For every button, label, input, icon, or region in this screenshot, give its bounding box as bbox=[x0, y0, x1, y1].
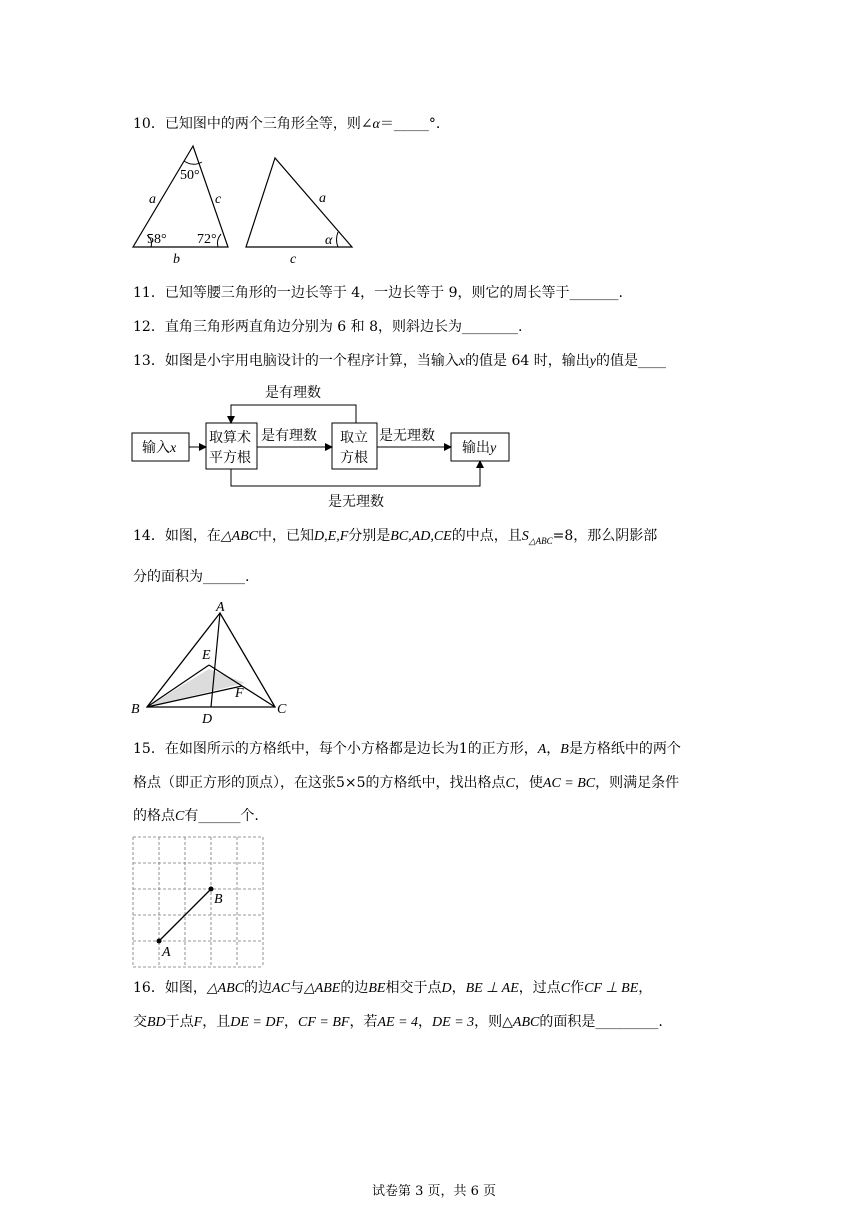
q16-line2b: 于点 bbox=[165, 1014, 194, 1030]
question-15-line2 bbox=[133, 773, 679, 794]
q14-part4: 的中点，且 bbox=[451, 528, 522, 544]
box-cube-line2: 方根 bbox=[340, 451, 368, 466]
question-15-line3 bbox=[133, 806, 259, 827]
q12-text: 12．直角三角形两直角边分别为 6 和 8，则斜边长为________. bbox=[133, 319, 523, 335]
q14-area: S bbox=[521, 529, 529, 544]
q16-eq3: AE = 4 bbox=[377, 1015, 419, 1030]
q14-area-val: =8 bbox=[552, 528, 574, 544]
q10-suffix: ＝_____°. bbox=[379, 116, 441, 132]
point-f: F bbox=[235, 686, 244, 701]
q16-line2f: ， bbox=[418, 1014, 433, 1030]
q15-b: B bbox=[560, 742, 569, 757]
box-input-label: 输入x bbox=[142, 441, 177, 456]
q10-alpha: α bbox=[372, 117, 380, 132]
q15-line2a: 格点（即正方形的顶点），在这张5×5的方格纸中，找出格点 bbox=[133, 775, 506, 791]
label-side-a-right: a bbox=[319, 191, 326, 206]
q13-x: x bbox=[458, 354, 466, 369]
page-footer: 试卷第 3 页，共 6 页 bbox=[371, 1184, 497, 1199]
q14-part5: ，那么阴影部 bbox=[573, 528, 658, 544]
box-cube-line1: 取立 bbox=[340, 431, 368, 446]
q16-abc: ABC bbox=[512, 1015, 540, 1030]
q16-eq2: CF = BF bbox=[298, 1015, 350, 1030]
question-15-line1 bbox=[133, 739, 681, 760]
label-irrational-bottom: 是无理数 bbox=[328, 495, 384, 510]
q15-line3b: 有______个. bbox=[184, 808, 259, 824]
grid-label-b: B bbox=[214, 892, 223, 907]
q13-part3: 的值是____ bbox=[595, 353, 666, 369]
q16-tri2: △ABE bbox=[303, 981, 341, 996]
question-13 bbox=[133, 351, 666, 372]
label-side-c-right: c bbox=[290, 252, 297, 267]
point-c: C bbox=[277, 702, 287, 717]
q16-line1d: 的边 bbox=[340, 980, 369, 996]
q14-part1: 14．如图，在 bbox=[133, 528, 221, 544]
point-b-dot bbox=[209, 887, 214, 892]
q15-c: C bbox=[505, 776, 515, 791]
q16-eq1: DE = DF bbox=[230, 1015, 285, 1030]
q14-area-sub: △ABC bbox=[528, 535, 553, 546]
question-12 bbox=[133, 317, 522, 337]
box-sqrt-line1: 取算术 bbox=[209, 431, 251, 446]
q15-line2c: ，则满足条件 bbox=[595, 775, 680, 791]
q16-line1i: ， bbox=[638, 980, 653, 996]
q15-c2: C bbox=[175, 809, 185, 824]
box-output-label: 输出y bbox=[462, 441, 497, 456]
q16-line1c: 与 bbox=[289, 980, 304, 996]
point-d: D bbox=[202, 712, 213, 727]
q14-pts: D,E,F bbox=[314, 529, 349, 544]
label-side-a-left: a bbox=[149, 192, 156, 207]
label-side-c-left: c bbox=[215, 192, 222, 207]
q16-line2g: ，则△ bbox=[474, 1014, 513, 1030]
triangle-right bbox=[246, 158, 352, 247]
q16-f: F bbox=[193, 1015, 203, 1030]
q16-line2c: ，且 bbox=[202, 1014, 231, 1030]
q15-a: A bbox=[537, 742, 547, 757]
q15-line3a: 的格点 bbox=[133, 808, 175, 824]
q16-line2d: ， bbox=[284, 1014, 299, 1030]
q16-line2a: 交 bbox=[133, 1014, 147, 1030]
q15-eq: AC = BC bbox=[542, 776, 596, 791]
loop-rational bbox=[231, 405, 356, 423]
question-14-line1 bbox=[133, 526, 657, 551]
q16-be: BE bbox=[368, 981, 386, 996]
question-14-line2 bbox=[133, 567, 249, 587]
q15-line2b: ，使 bbox=[514, 775, 543, 791]
label-alpha: α bbox=[325, 233, 333, 248]
question-10 bbox=[133, 114, 440, 135]
q13-part1: 13．如图是小宇用电脑设计的一个程序计算，当输入 bbox=[133, 353, 459, 369]
q16-line2h: 的面积是_________. bbox=[539, 1014, 663, 1030]
point-a-dot bbox=[157, 939, 162, 944]
point-a: A bbox=[216, 600, 225, 615]
q16-bd: BD bbox=[147, 1015, 166, 1030]
figure-13-flowchart bbox=[125, 380, 525, 515]
question-16-line2 bbox=[133, 1012, 663, 1033]
label-side-b-left: b bbox=[173, 252, 180, 267]
q16-line1a: 16．如图， bbox=[133, 980, 207, 996]
q16-line1g: ，过点 bbox=[518, 980, 561, 996]
q16-d: D bbox=[441, 981, 452, 996]
figure-14-triangle bbox=[125, 597, 305, 727]
q16-line1e: 相交于点 bbox=[385, 980, 442, 996]
q13-part2: 的值是 64 时，输出 bbox=[465, 353, 590, 369]
label-right-angle: 72° bbox=[197, 232, 217, 247]
question-11 bbox=[133, 283, 623, 303]
grid-label-a: A bbox=[162, 945, 171, 960]
label-irrational-mid: 是无理数 bbox=[379, 429, 435, 444]
figure-15-grid bbox=[130, 835, 270, 970]
figure-10-triangles bbox=[125, 140, 365, 270]
angle-arc-alpha bbox=[337, 232, 339, 247]
q15-line1b: ， bbox=[546, 741, 561, 757]
box-sqrt-line2: 平方根 bbox=[209, 451, 251, 466]
q14-segs: BC,AD,CE bbox=[390, 529, 452, 544]
point-e: E bbox=[202, 648, 211, 663]
q13-y: y bbox=[589, 354, 596, 369]
label-rational-mid: 是有理数 bbox=[261, 429, 317, 444]
question-16-line1 bbox=[133, 978, 652, 999]
q14-part2: 中，已知 bbox=[258, 528, 315, 544]
q15-line1a: 15．在如图所示的方格纸中，每个小方格都是边长为1的正方形， bbox=[133, 741, 538, 757]
point-b: B bbox=[131, 702, 140, 717]
q16-tri1: △ABC bbox=[206, 981, 245, 996]
q16-line2e: ，若 bbox=[349, 1014, 378, 1030]
q16-ac: AC bbox=[272, 981, 290, 996]
q14-part3: 分别是 bbox=[348, 528, 391, 544]
q16-perp1: BE ⊥ AE bbox=[465, 981, 519, 996]
q15-line1c: 是方格纸中的两个 bbox=[568, 741, 681, 757]
q10-prefix: 10．已知图中的两个三角形全等，则∠ bbox=[133, 116, 373, 132]
q14-line2: 分的面积为______. bbox=[133, 569, 250, 585]
q16-line1h: 作 bbox=[570, 980, 585, 996]
q16-eq4: DE = 3 bbox=[432, 1015, 475, 1030]
label-rational-top: 是有理数 bbox=[265, 386, 321, 401]
q16-line1b: 的边 bbox=[244, 980, 273, 996]
q16-c: C bbox=[560, 981, 571, 996]
label-top-angle: 50° bbox=[180, 168, 200, 183]
q14-tri: △ABC bbox=[220, 529, 259, 544]
label-left-angle: 58° bbox=[147, 232, 167, 247]
q11-text: 11．已知等腰三角形的一边长等于 4，一边长等于 9，则它的周长等于_______. bbox=[133, 285, 623, 301]
q16-perp2: CF ⊥ BE bbox=[584, 981, 639, 996]
q16-line1f: ， bbox=[451, 980, 466, 996]
angle-arc-right bbox=[217, 234, 221, 247]
